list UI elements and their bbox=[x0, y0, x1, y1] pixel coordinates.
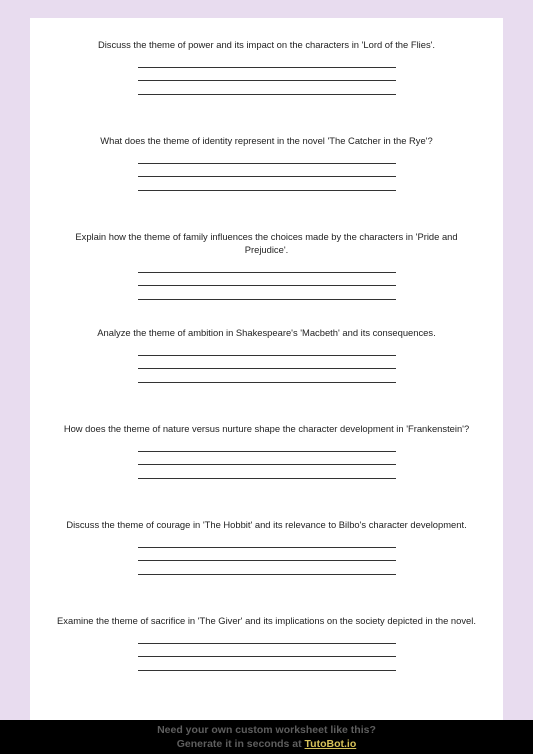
answer-lines bbox=[30, 342, 503, 383]
banner-prefix: Generate it in seconds at bbox=[176, 738, 305, 750]
answer-lines bbox=[30, 534, 503, 575]
answer-lines bbox=[30, 150, 503, 191]
question-block bbox=[30, 422, 503, 518]
answer-line[interactable] bbox=[138, 369, 396, 383]
answer-lines bbox=[30, 438, 503, 479]
question-block bbox=[30, 134, 503, 230]
banner-line-1: Need your own custom worksheet like this? bbox=[157, 724, 376, 736]
answer-line[interactable] bbox=[138, 452, 396, 466]
worksheet-page bbox=[30, 18, 503, 754]
promo-banner bbox=[0, 720, 533, 754]
answer-line[interactable] bbox=[138, 438, 396, 452]
answer-line[interactable] bbox=[138, 630, 396, 644]
question-text: Examine the theme of sacrifice in 'The Giver' and its implications on the society depicted in the novel. bbox=[57, 615, 476, 626]
answer-line[interactable] bbox=[138, 273, 396, 287]
answer-lines bbox=[30, 54, 503, 95]
question-list bbox=[30, 38, 503, 710]
question-text: Discuss the theme of courage in 'The Hobbit' and its relevance to Bilbo's character development. bbox=[66, 519, 467, 530]
answer-line[interactable] bbox=[138, 259, 396, 273]
answer-lines bbox=[30, 630, 503, 671]
answer-line[interactable] bbox=[138, 54, 396, 68]
question-text: Discuss the theme of power and its impact on the characters in 'Lord of the Flies'. bbox=[97, 39, 436, 50]
question-block bbox=[30, 230, 503, 326]
question-text: Analyze the theme of ambition in Shakespeare's 'Macbeth' and its consequences. bbox=[97, 327, 436, 338]
answer-line[interactable] bbox=[138, 342, 396, 356]
answer-line[interactable] bbox=[138, 286, 396, 300]
answer-line[interactable] bbox=[138, 81, 396, 95]
answer-line[interactable] bbox=[138, 644, 396, 658]
answer-line[interactable] bbox=[138, 657, 396, 671]
banner-line-2 bbox=[0, 737, 533, 751]
answer-line[interactable] bbox=[138, 177, 396, 191]
question-block bbox=[30, 38, 503, 134]
answer-line[interactable] bbox=[138, 465, 396, 479]
question-block bbox=[30, 518, 503, 614]
question-text: Explain how the theme of family influences the choices made by the characters in 'Pride and Prejudice'. bbox=[75, 231, 458, 255]
answer-line[interactable] bbox=[138, 68, 396, 82]
answer-line[interactable] bbox=[138, 534, 396, 548]
question-block bbox=[30, 326, 503, 422]
answer-line[interactable] bbox=[138, 164, 396, 178]
answer-line[interactable] bbox=[138, 548, 396, 562]
answer-lines bbox=[30, 259, 503, 300]
answer-line[interactable] bbox=[138, 150, 396, 164]
answer-line[interactable] bbox=[138, 561, 396, 575]
tutobot-link[interactable]: TutoBot.io bbox=[304, 738, 357, 750]
question-text: How does the theme of nature versus nurture shape the character development in 'Frankenstein'? bbox=[63, 423, 470, 434]
answer-line[interactable] bbox=[138, 356, 396, 370]
question-text: What does the theme of identity represent in the novel 'The Catcher in the Rye'? bbox=[100, 135, 433, 146]
question-block bbox=[30, 614, 503, 710]
